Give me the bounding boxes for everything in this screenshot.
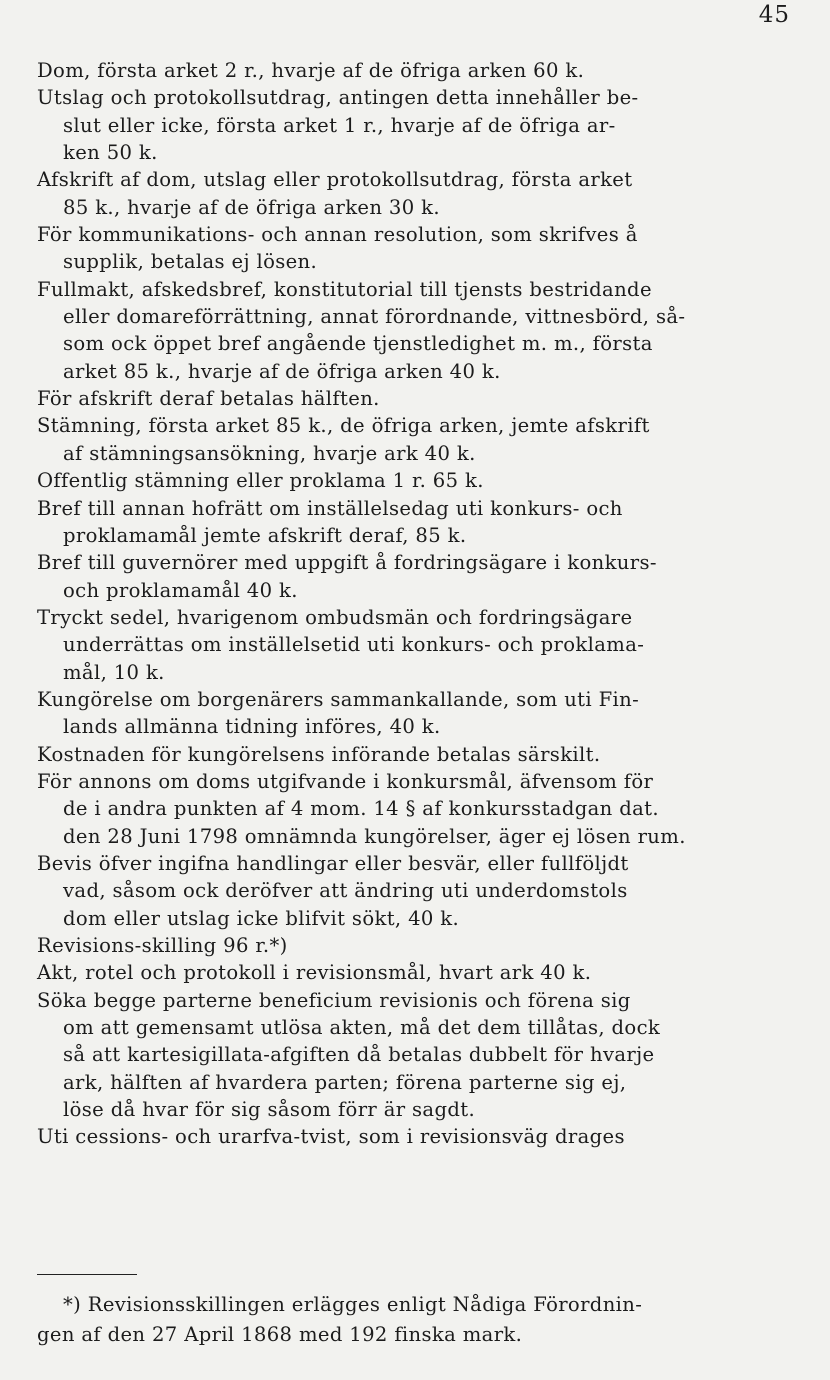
text-line: underrättas om inställelsetid uti konkurs- och proklama- — [63, 633, 645, 657]
text-line: ark, hälften af hvardera parten; förena parterne sig ej, — [63, 1070, 627, 1094]
text-line: arket 85 k., hvarje af de öfriga arken 40 k. — [63, 359, 501, 383]
text-line: Utslag och protokollsutdrag, antingen detta innehåller be- — [37, 86, 639, 110]
text-line: slut eller icke, första arket 1 r., hvarje af de öfriga ar- — [63, 113, 616, 137]
page-number: 45 — [758, 2, 790, 28]
footnote-line: gen af den 27 April 1868 med 192 finska mark. — [37, 1323, 523, 1346]
text-line: För kommunikations- och annan resolution, som skrifves å — [37, 223, 638, 247]
footnote-separator — [37, 1274, 137, 1275]
text-line: Kungörelse om borgenärers sammankallande, som uti Fin- — [37, 687, 640, 711]
text-line: Bevis öfver ingifna handlingar eller besvär, eller fullföljdt — [37, 851, 629, 875]
text-line: Dom, första arket 2 r., hvarje af de öfriga arken 60 k. — [37, 59, 585, 82]
text-line: lands allmänna tidning införes, 40 k. — [63, 715, 441, 739]
text-line: Offentlig stämning eller proklama 1 r. 65 k. — [37, 469, 484, 493]
text-line: Tryckt sedel, hvarigenom ombudsmän och fordringsägare — [37, 605, 633, 629]
text-line: Bref till annan hofrätt om inställelsedag uti konkurs- och — [37, 496, 623, 520]
text-line: mål, 10 k. — [63, 660, 165, 684]
text-line: Akt, rotel och protokoll i revisionsmål, hvart ark 40 k. — [37, 961, 592, 985]
text-line: Afskrift af dom, utslag eller protokollsutdrag, första arket — [37, 168, 633, 192]
text-line: och proklamamål 40 k. — [63, 578, 298, 602]
text-line: som ock öppet bref angående tjenstledighet m. m., första — [63, 332, 653, 356]
text-line: den 28 Juni 1798 omnämnda kungörelser, äger ej lösen rum. — [63, 824, 686, 848]
text-line: Revisions-skilling 96 r.*) — [37, 934, 288, 957]
text-line: supplik, betalas ej lösen. — [63, 250, 318, 274]
text-line: vad, såsom ock deröfver att ändring uti underdomstols — [63, 879, 628, 903]
text-line: Stämning, första arket 85 k., de öfriga arken, jemte afskrift — [37, 414, 650, 438]
text-line: ken 50 k. — [63, 141, 158, 165]
text-line: dom eller utslag icke blifvit sökt, 40 k. — [63, 906, 460, 930]
body-text — [37, 57, 807, 1151]
text-line: Uti cessions- och urarfva-tvist, som i revisionsväg drages — [37, 1125, 625, 1149]
text-line: Bref till guvernörer med uppgift å fordringsägare i konkurs- — [37, 551, 657, 575]
text-line: proklamamål jemte afskrift deraf, 85 k. — [63, 523, 467, 547]
footnote-line: *) Revisionsskillingen erlägges enligt Nådiga Förordnin- — [63, 1293, 643, 1316]
text-line: eller domareförrättning, annat förordnande, vittnesbörd, så- — [63, 305, 686, 329]
text-line: om att gemensamt utlösa akten, må det dem tillåtas, dock — [63, 1016, 661, 1040]
text-line: löse då hvar för sig såsom förr är sagdt. — [63, 1098, 476, 1122]
text-line: För annons om doms utgifvande i konkursmål, äfvensom för — [37, 769, 654, 793]
text-line: Fullmakt, afskedsbref, konstitutorial till tjensts bestridande — [37, 277, 652, 301]
text-line: af stämningsansökning, hvarje ark 40 k. — [63, 441, 476, 465]
text-line: de i andra punkten af 4 mom. 14 § af konkursstadgan dat. — [63, 797, 659, 821]
text-line: För afskrift deraf betalas hälften. — [37, 387, 380, 411]
text-line: så att kartesigillata-afgiften då betalas dubbelt för hvarje — [63, 1043, 655, 1067]
text-line: 85 k., hvarje af de öfriga arken 30 k. — [63, 195, 440, 219]
footnote — [37, 1290, 807, 1350]
text-line: Söka begge parterne beneficium revisionis och förena sig — [37, 988, 631, 1012]
text-line: Kostnaden för kungörelsens införande betalas särskilt. — [37, 742, 601, 766]
